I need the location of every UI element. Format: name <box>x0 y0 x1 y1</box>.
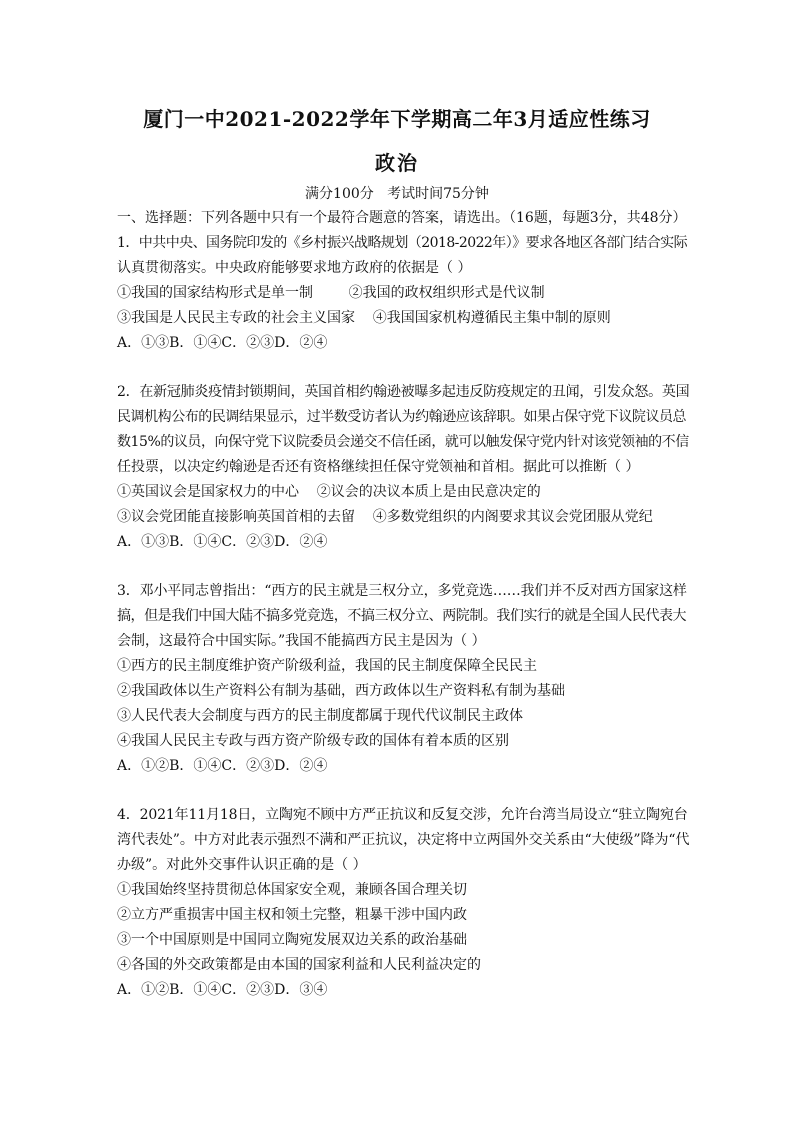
question-stem-line: 数15%的议员，向保守党下议院委员会递交不信任函，就可以触发保守党内针对该党领袖的不信 <box>117 434 689 450</box>
exam-title: 厦门一中2021-2022学年下学期高二年3月适应性练习 <box>143 107 651 131</box>
question-stem-line: 办级”。对此外交事件认识正确的是（ ） <box>117 857 367 873</box>
question-option-line: ①西方的民主制度维护资产阶级利益，我国的民主制度保障全民民主 <box>117 658 537 674</box>
question-stem-line: 湾代表处”。中方对此表示强烈不满和严正抗议，决定将中立两国外交关系由“大使级”降为“代 <box>117 832 690 848</box>
question-option-line: ①我国始终坚持贯彻总体国家安全观，兼顾各国合理关切 <box>117 882 467 898</box>
question-1 <box>117 231 687 356</box>
question-4 <box>117 803 690 1003</box>
question-2 <box>117 380 690 555</box>
exam-content <box>117 206 690 1003</box>
question-option-line: ④各国的外交政策都是由本国的国家利益和人民利益决定的 <box>117 957 481 973</box>
question-gap <box>117 779 687 803</box>
question-stem-line: 2．在新冠肺炎疫情封锁期间，英国首相约翰逊被曝多起违反防疫规定的丑闻，引发众怒。英国 <box>117 384 690 400</box>
question-stem-line: 会制，这最符合中国实际。”我国不能搞西方民主是因为（ ） <box>117 633 486 649</box>
question-option-line: ①英国议会是国家权力的中心 ②议会的决议本质上是由民意决定的 <box>117 484 541 500</box>
section-instructions: 一、选择题：下列各题中只有一个最符合题意的答案，请选出。（16题，每题3分，共48分） <box>117 210 687 226</box>
question-stem-line: 3．邓小平同志曾指出：“西方的民主就是三权分立，多党竞选……我们并不反对西方国家这样 <box>117 583 687 599</box>
question-3 <box>117 579 687 779</box>
question-option-line: ③议会党团能直接影响英国首相的去留 ④多数党组织的内阁要求其议会党团服从党纪 <box>117 509 653 525</box>
question-gap <box>117 356 687 380</box>
question-stem-line: 搞，但是我们中国大陆不搞多党竞选，不搞三权分立、两院制。我们实行的就是全国人民代表大 <box>117 608 687 624</box>
question-answers: A．①③B．①④C．②③D．②④ <box>117 335 328 351</box>
question-option-line: ②立方严重损害中国主权和领土完整，粗暴干涉中国内政 <box>117 907 467 923</box>
question-answers: A．①③B．①④C．②③D．②④ <box>117 534 328 550</box>
exam-meta: 满分100分 考试时间75分钟 <box>305 186 489 202</box>
question-gap <box>117 555 687 579</box>
question-answers: A．①②B．①④C．②③D．③④ <box>117 982 328 998</box>
question-option-line: ③我国是人民民主专政的社会主义国家 ④我国国家机构遵循民主集中制的原则 <box>117 310 611 326</box>
question-option-line: ①我国的国家结构形式是单一制 ②我国的政权组织形式是代议制 <box>117 285 545 301</box>
question-option-line: ②我国政体以生产资料公有制为基础，西方政体以生产资料私有制为基础 <box>117 683 565 699</box>
question-stem-line: 任投票，以决定约翰逊是否还有资格继续担任保守党领袖和首相。据此可以推断（ ） <box>117 459 640 475</box>
question-stem-line: 4．2021年11月18日，立陶宛不顾中方严正抗议和反复交涉，允许台湾当局设立“驻立陶宛台 <box>117 807 688 823</box>
question-option-line: ③一个中国原则是中国同立陶宛发展双边关系的政治基础 <box>117 932 467 948</box>
question-stem-line: 民调机构公布的民调结果显示，过半数受访者认为约翰逊应该辞职。如果占保守党下议院议员总 <box>117 409 687 425</box>
question-stem-line: 认真贯彻落实。中央政府能够要求地方政府的依据是（ ） <box>117 260 472 276</box>
question-stem-line: 1．中共中央、国务院印发的《乡村振兴战略规划（2018-2022年）》要求各地区各部门结合实际 <box>117 235 688 251</box>
question-answers: A．①②B．①④C．②③D．②④ <box>117 758 328 774</box>
exam-subject: 政治 <box>375 151 419 175</box>
question-option-line: ③人民代表大会制度与西方的民主制度都属于现代代议制民主政体 <box>117 708 523 724</box>
question-option-line: ④我国人民民主专政与西方资产阶级专政的国体有着本质的区别 <box>117 733 509 749</box>
